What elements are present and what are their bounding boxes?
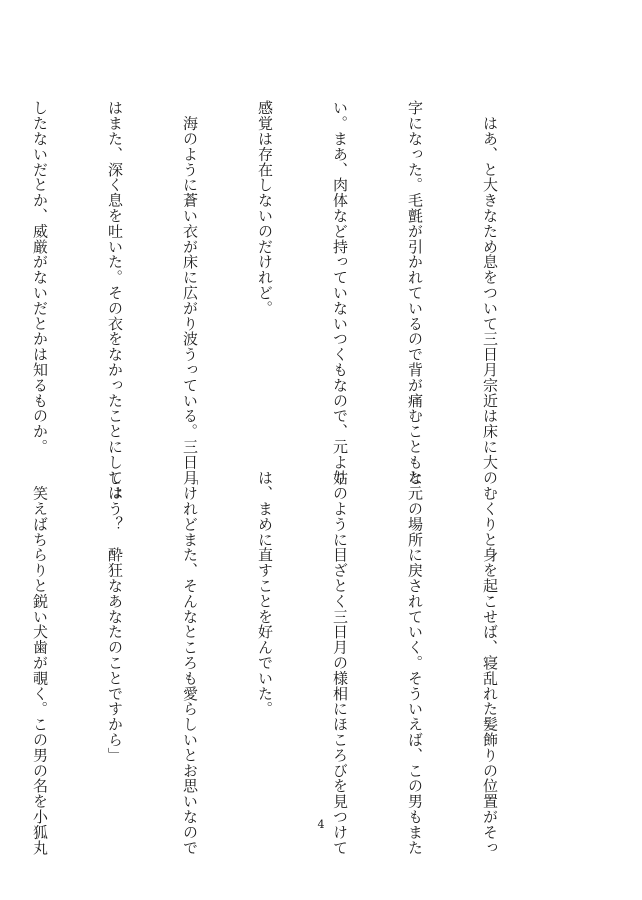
text-line: は、まめに直すことを好んでいた。 [256, 470, 274, 717]
text-line: 海のように蒼い衣が床に広がり波うっている。三日月 [181, 100, 199, 485]
page-number: 4 [317, 818, 325, 831]
text-line: はまた、深く息を吐いた。その衣をなかったことにしては [106, 100, 124, 501]
text-line: 感覚は存在しないのだけれど。 [256, 100, 274, 316]
text-line: 字になった。毛氈が引かれているので背が痛むこともな [406, 100, 424, 485]
text-line: い。まあ、肉体など持っていないつくもなので、元より [331, 100, 349, 485]
text-line: むくりと身を起こせば、寝乱れた髪飾りの位置がそっ [481, 470, 499, 855]
text-block-upper [31, 100, 552, 501]
text-line: したないだとか、威厳がないだとかは知るものか。 [31, 100, 49, 455]
text-block-lower [31, 470, 552, 855]
text-line: 姑のように目ざとく三日月の様相にほころびを見つけて [331, 470, 349, 855]
text-line: しょう？ 酔狂なあなたのことですから」 [106, 470, 124, 763]
text-line: と元の場所に戻されていく。そういえば、この男もまた [406, 470, 424, 855]
text-line: 笑えばちらりと鋭い犬歯が覗く。この男の名を小狐丸 [31, 470, 49, 855]
text-line: 「けれどまた、そんなところも愛らしいとお思いなので [181, 470, 199, 855]
text-line: はあ、と大きなため息をついて三日月宗近は床に大の [481, 100, 499, 485]
